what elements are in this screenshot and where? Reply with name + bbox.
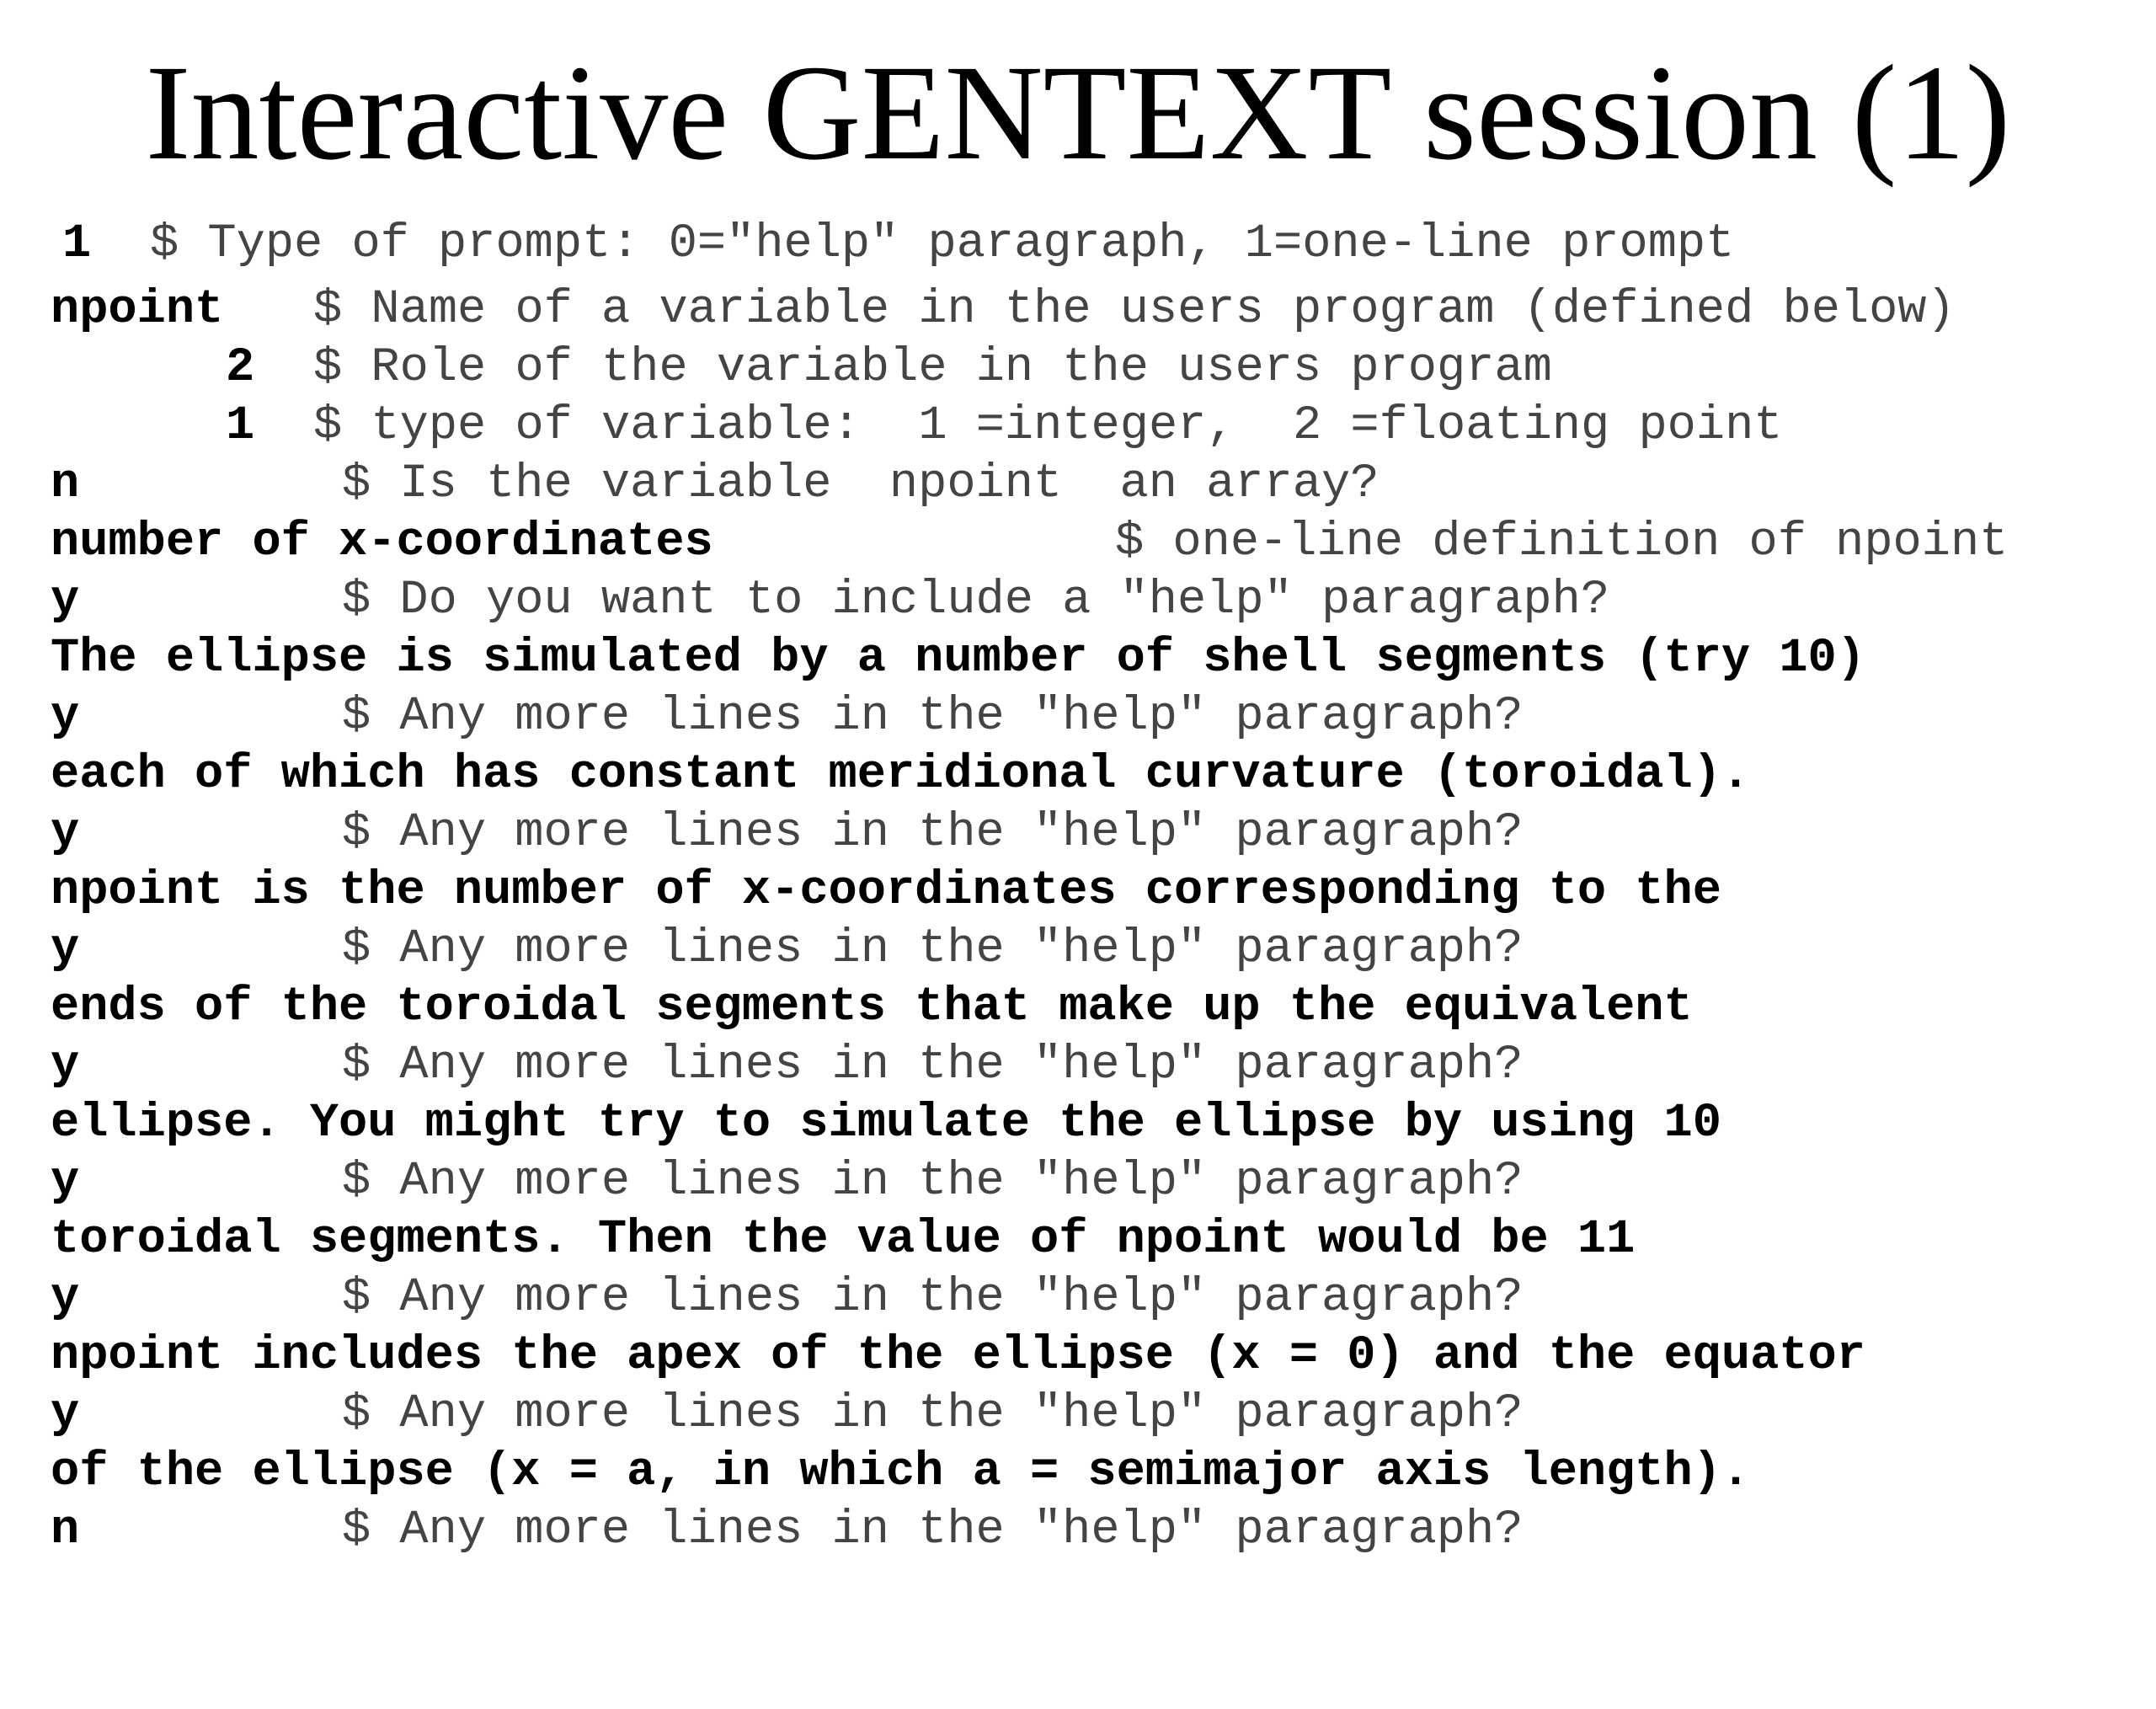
prompt-comment: $ Any more lines in the "help" paragraph? bbox=[342, 690, 1524, 744]
transcript-line bbox=[0, 866, 2156, 916]
transcript-line bbox=[0, 459, 2156, 510]
prompt-comment: $ Do you want to include a "help" paragraph? bbox=[342, 574, 1610, 628]
transcript-line bbox=[0, 575, 2156, 626]
user-input: toroidal segments. Then the value of npoint would be 11 bbox=[51, 1213, 1636, 1267]
transcript-line bbox=[0, 1156, 2156, 1207]
prompt-comment: $ Any more lines in the "help" paragraph? bbox=[342, 1039, 1524, 1092]
prompt-comment: $ Name of a variable in the users program (defined below) bbox=[313, 283, 1956, 337]
transcript-line bbox=[0, 633, 2156, 684]
transcript-line bbox=[0, 1273, 2156, 1323]
transcript-line bbox=[0, 1331, 2156, 1381]
prompt-comment: $ Any more lines in the "help" paragraph? bbox=[342, 1155, 1524, 1209]
user-input: of the ellipse (x = a, in which a = semimajor axis length). bbox=[51, 1445, 1751, 1499]
transcript-line bbox=[0, 1040, 2156, 1091]
user-input: y bbox=[51, 806, 80, 860]
user-input: y bbox=[51, 1271, 80, 1325]
transcript-line bbox=[0, 982, 2156, 1033]
user-input: ends of the toroidal segments that make up the equivalent bbox=[51, 980, 1693, 1034]
prompt-comment: $ Any more lines in the "help" paragraph? bbox=[342, 1387, 1524, 1441]
user-input: y bbox=[51, 922, 80, 976]
transcript-line bbox=[0, 401, 2156, 451]
prompt-comment: $ Any more lines in the "help" paragraph? bbox=[342, 1271, 1524, 1325]
transcript-line bbox=[0, 692, 2156, 742]
user-input: 1 bbox=[226, 399, 255, 453]
transcript-line bbox=[0, 285, 2156, 335]
transcript-line bbox=[0, 1389, 2156, 1439]
user-input: npoint bbox=[51, 283, 224, 337]
prompt-comment: $ Any more lines in the "help" paragraph? bbox=[342, 922, 1524, 976]
transcript-line bbox=[0, 1215, 2156, 1265]
user-input: y bbox=[51, 574, 80, 628]
transcript-line bbox=[0, 343, 2156, 393]
user-input: n bbox=[51, 1503, 80, 1557]
user-input: number of x-coordinates bbox=[51, 515, 713, 569]
user-input: y bbox=[51, 1155, 80, 1209]
user-input: The ellipse is simulated by a number of shell segments (try 10) bbox=[51, 632, 1865, 686]
transcript-line bbox=[0, 808, 2156, 858]
user-input: 2 bbox=[226, 341, 255, 395]
prompt-comment: $ Role of the variable in the users program bbox=[313, 341, 1552, 395]
transcript-line bbox=[0, 924, 2156, 975]
transcript-line bbox=[0, 517, 2156, 568]
user-input: n bbox=[51, 457, 80, 511]
prompt-comment: $ type of variable: 1 =integer, 2 =floating point bbox=[313, 399, 1783, 453]
transcript-line bbox=[0, 1447, 2156, 1498]
prompt-comment: $ Type of prompt: 0="help" paragraph, 1=one-line prompt bbox=[150, 217, 1735, 271]
user-input: ellipse. You might try to simulate the ellipse by using 10 bbox=[51, 1097, 1721, 1151]
prompt-comment: $ Any more lines in the "help" paragraph? bbox=[342, 806, 1524, 860]
user-input: y bbox=[51, 1039, 80, 1092]
transcript-line bbox=[0, 1098, 2156, 1149]
user-input: y bbox=[51, 1387, 80, 1441]
transcript-line bbox=[0, 750, 2156, 800]
prompt-comment: $ Is the variable npoint an array? bbox=[342, 457, 1380, 511]
transcript-line bbox=[0, 219, 2156, 270]
user-input: npoint is the number of x-coordinates corresponding to the bbox=[51, 864, 1721, 918]
user-input: 1 bbox=[62, 217, 92, 271]
user-input: npoint includes the apex of the ellipse (x = 0) and the equator bbox=[51, 1329, 1865, 1383]
slide-title: Interactive GENTEXT session (1) bbox=[145, 38, 2011, 189]
prompt-comment: $ Any more lines in the "help" paragraph? bbox=[342, 1503, 1524, 1557]
user-input: each of which has constant meridional curvature (toroidal). bbox=[51, 748, 1751, 802]
prompt-comment: $ one-line definition of npoint bbox=[1115, 515, 2009, 569]
transcript-line bbox=[0, 1505, 2156, 1556]
user-input: y bbox=[51, 690, 80, 744]
